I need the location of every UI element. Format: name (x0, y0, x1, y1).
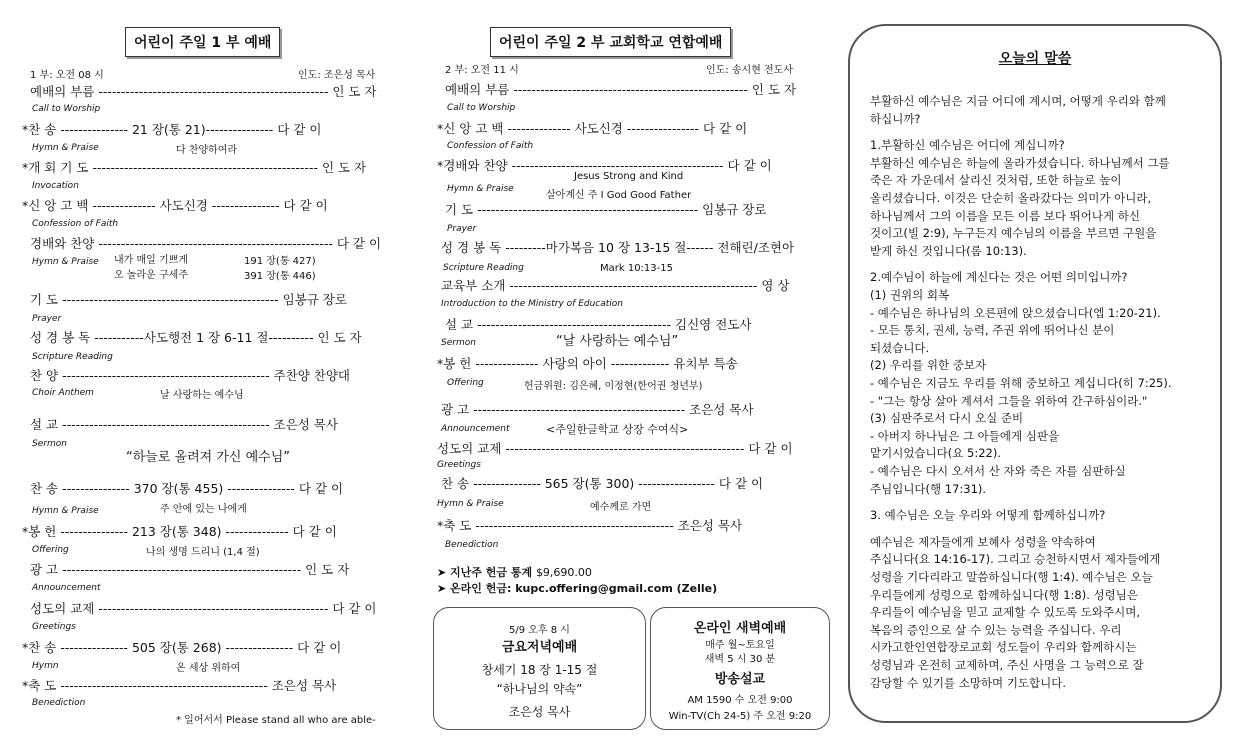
order-english: Choir Anthem (32, 388, 94, 398)
order-row: 교육부 소개 ------------------------------------------------------- 영 상 (441, 278, 790, 293)
order-row: 성도의 교제 --------------------------------------------------- 다 같 이 (30, 601, 377, 616)
order-english: Scripture Reading (443, 263, 524, 273)
order-english: Benediction (445, 540, 499, 550)
praise-song-number: 191 장(통 427) (244, 256, 316, 267)
offering-hymn: 나의 생명 드리니 (1,4 절) (146, 547, 260, 558)
order-row: 경배와 찬양 ---------------------------------------------------- 다 같 이 (30, 236, 382, 251)
service2-title: 어린이 주일 2 부 교회학교 연합예배 (490, 27, 731, 57)
order-english: Hymn (32, 661, 59, 671)
todays-word-title: 오늘의 말씀 (998, 51, 1072, 67)
friday-passage: 창세기 18 장 1-15 절 (481, 663, 598, 677)
todays-word-panel (848, 24, 1222, 723)
order-row: 광 고 ----------------------------------------------- 조은성 목사 (441, 402, 754, 417)
word-line: 우리들이 예수님을 믿고 교제할 수 있도록 도와주시며, (870, 605, 1140, 620)
word-line: 것이고(빌 2:9), 누구든지 예수님의 이름을 부르면 구원을 (870, 226, 1157, 241)
order-row: *찬 송 --------------- 505 장(통 268) --------------- 다 같 이 (22, 640, 342, 655)
order-english: Scripture Reading (32, 352, 113, 362)
order-english: Sermon (441, 338, 476, 348)
friday-speaker: 조은성 목사 (508, 705, 571, 719)
order-english: Confession of Faith (32, 219, 119, 229)
broadcast-tv: Win-TV(Ch 24-5) 주 오전 9:20 (668, 711, 812, 722)
order-row: *개 회 기 도 -------------------------------------------------- 인 도 자 (22, 160, 367, 175)
hymn-title: 온 세상 위하여 (176, 663, 241, 674)
order-english: Invocation (32, 181, 79, 191)
hymn-title: 다 찬양하여라 (176, 145, 238, 156)
order-row: *축 도 ---------------------------------------------- 조은성 목사 (22, 678, 337, 693)
service1-leader: 인도: 조은성 목사 (298, 70, 376, 81)
order-row: 찬 양 ---------------------------------------------- 주찬양 찬양대 (30, 368, 350, 383)
dawn-time: 새벽 5 시 30 분 (704, 654, 776, 665)
order-row: *찬 송 --------------- 21 장(통 21)--------------- 다 같 이 (22, 122, 322, 137)
dawn-title: 온라인 새벽예배 (693, 621, 787, 636)
offering-total-value: $9,690.00 (535, 566, 592, 579)
service1-title: 어린이 주일 1 부 예배 (125, 27, 280, 57)
order-row: 찬 송 --------------- 370 장(통 455) --------------- 다 같 이 (30, 481, 344, 496)
order-english: Call to Worship (447, 103, 516, 113)
order-row: *신 앙 고 백 -------------- 사도신경 --------------- 다 같 이 (22, 198, 328, 213)
order-row: 기 도 ------------------------------------------------ 임봉규 장로 (30, 292, 347, 307)
offering-committee: 헌금위원: 김은혜, 이정현(한어권 청년부) (524, 381, 703, 392)
order-english: Offering (32, 545, 69, 555)
order-english: Hymn & Praise (32, 506, 99, 516)
word-line: 맡기시었습니다(요 5:22). (870, 446, 1001, 461)
word-line: 1.부활하신 예수님은 어디에 계십니까? (870, 138, 1065, 153)
word-line: (1) 권위의 회복 (870, 288, 950, 302)
word-line: 주십니다(요 14:16-17). 그리고 승천하시면서 제자들에게 (870, 552, 1161, 567)
friday-theme: “하나님의 약속” (496, 682, 583, 696)
praise-song-number: 391 장(통 446) (244, 271, 316, 282)
offering-total (437, 564, 592, 580)
word-line: - 모든 통치, 권세, 능력, 주권 위에 뛰어나신 분이 (870, 323, 1115, 338)
word-line: - 예수님은 하나님의 오른편에 앉으셨습니다(엡 1:20-21). (870, 305, 1161, 320)
hymn-title: 예수께로 가면 (590, 502, 652, 513)
order-english: Hymn & Praise (437, 499, 504, 509)
order-english: Call to Worship (32, 104, 101, 114)
stand-note: * 일어서서 Please stand all who are able- (176, 715, 376, 726)
word-line: 복음의 증인으로 살 수 있는 능력을 주십니다. 우리 (870, 622, 1122, 637)
word-line: (3) 심판주로서 다시 오실 준비 (870, 411, 1024, 426)
order-row: 성 경 봉 독 ---------마가복음 10 장 13-15 절------ 전해린/조현아 (441, 240, 795, 255)
order-row: *봉 헌 --------------- 213 장(통 348) -------------- 다 같 이 (22, 524, 337, 539)
order-row: 성도의 교제 ----------------------------------------------------- 다 같 이 (437, 441, 793, 456)
order-row: *신 앙 고 백 -------------- 사도신경 ---------------- 다 같 이 (437, 121, 748, 136)
order-english: Benediction (32, 698, 86, 708)
order-english: Hymn & Praise (32, 143, 99, 153)
scripture-reference: Mark 10:13-15 (600, 263, 673, 274)
word-line: - 예수님은 다시 오셔서 산 자와 죽은 자를 심판하실 (870, 464, 1126, 478)
order-english: Greetings (32, 622, 76, 632)
order-row: *축 도 -------------------------------------------- 조은성 목사 (437, 518, 743, 533)
order-english: Hymn & Praise (447, 184, 514, 194)
word-line: 감당할 수 있기를 소망하며 기도합니다. (870, 675, 1067, 690)
order-english: Offering (447, 378, 484, 388)
word-line: 우리들에게 성령으로 함께하십니다(행 1:8). 성령님은 (870, 587, 1138, 602)
announcement-event: <주일한글학교 상장 수여식> (546, 423, 689, 436)
order-english: Announcement (32, 583, 101, 593)
word-line: 3. 예수님은 오늘 우리와 어떻게 함께하십니까? (870, 508, 1106, 523)
word-line: 주님입니다(행 17:31). (870, 481, 987, 496)
word-line: 받게 하신 것입니다(롬 10:13). (870, 243, 1027, 258)
order-english: Hymn & Praise (32, 257, 99, 267)
online-offering: ➤ 온라인 헌금: kupc.offering@gmail.com (Zelle) (437, 582, 718, 595)
word-line: 예수님은 제자들에게 보혜사 성령을 약속하여 (870, 534, 1096, 549)
service2-leader: 인도: 송시현 전도사 (706, 65, 794, 76)
offering-total-label: ➤ 지난주 헌금 통계 (437, 566, 533, 579)
sermon-title: “하늘로 올려져 가신 예수님” (126, 450, 291, 465)
order-english: Introduction to the Ministry of Education (441, 299, 624, 309)
order-row: *봉 헌 -------------- 사랑의 아이 ------------- 유치부 특송 (437, 356, 738, 371)
dawn-days: 매주 월~토요일 (705, 640, 775, 651)
order-row: 설 교 ------------------------------------------- 김신영 전도사 (445, 317, 752, 332)
broadcast-title: 방송설교 (714, 672, 766, 687)
order-row: 설 교 ---------------------------------------------- 조은성 목사 (30, 417, 338, 432)
word-line: 올리셨습니다. 이것은 단순히 올라갔다는 의미가 아니라, (870, 191, 1152, 205)
hymn-title: 주 안에 있는 나에게 (160, 504, 247, 515)
word-line: 성령을 기다리라고 말씀하십니다(행 1:4). 예수님은 오늘 (870, 570, 1153, 584)
order-english: Prayer (447, 224, 477, 234)
word-line: 시카고한인연합장로교회 성도들이 우리와 함께하시는 (870, 640, 1137, 655)
praise-song: 오 놀라운 구세주 (114, 270, 188, 281)
order-row: 예배의 부름 --------------------------------------------------- 인 도 자 (30, 84, 377, 99)
order-english: Confession of Faith (447, 141, 534, 151)
friday-service-box (433, 607, 646, 730)
dawn-service-box (650, 607, 830, 730)
choir-song: 날 사랑하는 예수님 (160, 390, 244, 401)
order-row: 찬 송 --------------- 565 장(통 300) ----------------- 다 같 이 (441, 476, 764, 491)
order-row: 광 고 ----------------------------------------------------- 인 도 자 (30, 562, 350, 577)
order-row: *경배와 찬양 ----------------------------------------------- 다 같 이 (437, 158, 772, 173)
word-line: - 예수님은 지금도 우리를 위해 중보하고 계십니다(히 7:25). (870, 376, 1172, 390)
word-line: 부활하신 예수님은 지금 어디에 계시며, 어떻게 우리와 함께 (870, 94, 1166, 108)
friday-title: 금요저녁예배 (501, 640, 578, 655)
order-row: 기 도 ------------------------------------------------- 임봉규 장로 (445, 202, 767, 217)
order-english: Announcement (441, 424, 510, 434)
praise-song: Jesus Strong and Kind (574, 171, 684, 182)
word-line: 죽은 자 가운데서 살리신 것처럼, 또한 하늘로 높이 (870, 173, 1122, 188)
order-english: Sermon (32, 439, 67, 449)
word-line: 되셨습니다. (870, 340, 930, 355)
order-row: 성 경 봉 독 -----------사도행전 1 장 6-11 절---------- 인 도 자 (30, 330, 362, 345)
word-line: - 아버지 하나님은 그 아들에게 심판을 (870, 428, 1060, 443)
order-english: Greetings (437, 460, 481, 470)
service1-time: 1 부: 오전 08 시 (30, 70, 104, 81)
order-row: 예배의 부름 ---------------------------------------------------- 인 도 자 (445, 82, 797, 97)
word-line: - "그는 항상 살아 계셔서 그들을 위하여 간구하심이라." (870, 393, 1148, 408)
word-line: 2.예수님이 하늘에 계신다는 것은 어떤 의미입니까? (870, 270, 1128, 285)
word-line: (2) 우리를 위한 중보자 (870, 358, 987, 373)
service2-time: 2 부: 오전 11 시 (445, 65, 519, 76)
word-line: 성령님과 온전히 교제하며, 주신 사명을 그 능력으로 잘 (870, 658, 1144, 672)
praise-song: 내가 매일 기쁘게 (114, 255, 188, 266)
sermon-title: “날 사랑하는 예수님” (556, 334, 679, 349)
order-english: Prayer (32, 314, 62, 324)
praise-song: 살아계신 주 I God Good Father (546, 190, 692, 201)
word-line: 하십니까? (870, 111, 921, 126)
friday-time: 5/9 오후 8 시 (509, 625, 570, 636)
word-line: 하나님께서 그의 이름을 모든 이름 보다 뛰어나게 하신 (870, 208, 1140, 223)
broadcast-am: AM 1590 수 오전 9:00 (687, 695, 793, 706)
word-line: 부활하신 예수님은 하늘에 올라가셨습니다. 하나님께서 그를 (870, 155, 1170, 170)
